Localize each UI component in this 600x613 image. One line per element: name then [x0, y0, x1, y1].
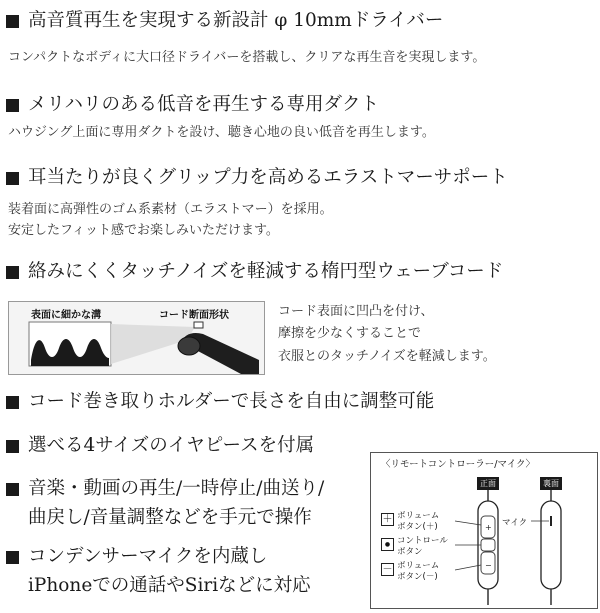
cross-section-label: コード断面形状 [159, 310, 229, 321]
heading-text: メリハリのある低音を再生する専用ダクト [28, 94, 379, 115]
section-marker [194, 322, 203, 328]
svg-text:+: + [485, 523, 492, 532]
svg-text:−: − [485, 561, 492, 570]
control-icon: ● [381, 538, 394, 551]
desc-line: 摩擦を少なくすることで [278, 326, 422, 342]
section-heading-duct [6, 94, 379, 116]
heading-text: 耳当たりが良くグリップ力を高めるエラストマーサポート [28, 167, 508, 188]
feature-text: コード巻き取りホルダーで長さを自由に調整可能 [28, 391, 435, 412]
bullet-square-icon [6, 396, 19, 409]
feature-text: 曲戻し/音量調整などを手元で操作 [28, 506, 312, 528]
section-desc-elastomer [8, 199, 333, 242]
back-remote-body [541, 501, 561, 589]
feature-text: 音楽・動画の再生/一時停止/曲送り/ [28, 478, 325, 499]
section-heading-driver [6, 10, 443, 32]
feature-eartips [6, 432, 314, 461]
cord-description [278, 301, 496, 368]
section-heading-elastomer [6, 167, 508, 189]
section-desc-driver [8, 47, 485, 68]
section-heading-wave-cord [6, 261, 503, 283]
feature-cord-holder [6, 388, 434, 417]
section-desc-duct [8, 122, 435, 143]
bullet-square-icon [6, 172, 19, 185]
bullet-square-icon [6, 266, 19, 279]
desc-line: コンパクトなボディに大口径ドライバーを搭載し、クリアな再生音を実現します。 [8, 50, 486, 65]
desc-line: 衣服とのタッチノイズを軽減します。 [278, 348, 496, 364]
cord-end [178, 337, 200, 355]
feature-text: iPhoneでの通話やSiriなどに対応 [28, 574, 311, 596]
back-label: 裏面 [540, 477, 562, 490]
bullet-square-icon [6, 483, 19, 496]
volume-up-icon: ＋ [382, 514, 393, 525]
feature-remote-control [6, 475, 324, 532]
cord-illustration [9, 302, 264, 374]
bullet-square-icon [6, 551, 19, 564]
heading-text: 高音質再生を実現する新設計 φ 10mmドライバー [28, 10, 444, 31]
bullet-square-icon [6, 440, 19, 453]
feature-text: コンデンサーマイクを内蔵し [28, 546, 268, 567]
cord-diagram [8, 301, 265, 375]
desc-line: ハウジング上面に専用ダクトを設け、聴き心地の良い低音を再生します。 [8, 125, 435, 140]
feature-microphone [6, 543, 311, 600]
desc-line: 装着面に高弾性のゴム系素材（エラストマー）を採用。 [8, 202, 333, 217]
control-label-2: ボタン [397, 547, 423, 557]
bullet-square-icon [6, 15, 19, 28]
volume-down-icon: － [382, 564, 393, 575]
feature-text: 選べる4サイズのイヤピースを付属 [28, 435, 315, 456]
volume-up-label-2: ボタン(＋) [397, 522, 438, 532]
groove-label: 表面に細かな溝 [31, 310, 101, 321]
volume-up-label-1: ボリューム [397, 511, 440, 521]
desc-line: コード表面に凹凸を付け、 [278, 304, 434, 319]
remote-diagram [370, 452, 598, 609]
heading-text: 絡みにくくタッチノイズを軽減する楕円型ウェーブコード [28, 261, 504, 282]
bullet-square-icon [6, 99, 19, 112]
wave-profile [31, 339, 109, 366]
desc-line: 安定したフィット感でお楽しみいただけます。 [8, 223, 279, 239]
mic-label: マイク [502, 518, 528, 528]
volume-down-label-2: ボタン(－) [397, 572, 438, 582]
volume-down-label-1: ボリューム [397, 561, 440, 571]
remote-title: 〈リモートコントローラー/マイク〉 [381, 459, 536, 470]
front-label: 正面 [477, 477, 499, 490]
control-label-1: コントロール [397, 536, 448, 546]
